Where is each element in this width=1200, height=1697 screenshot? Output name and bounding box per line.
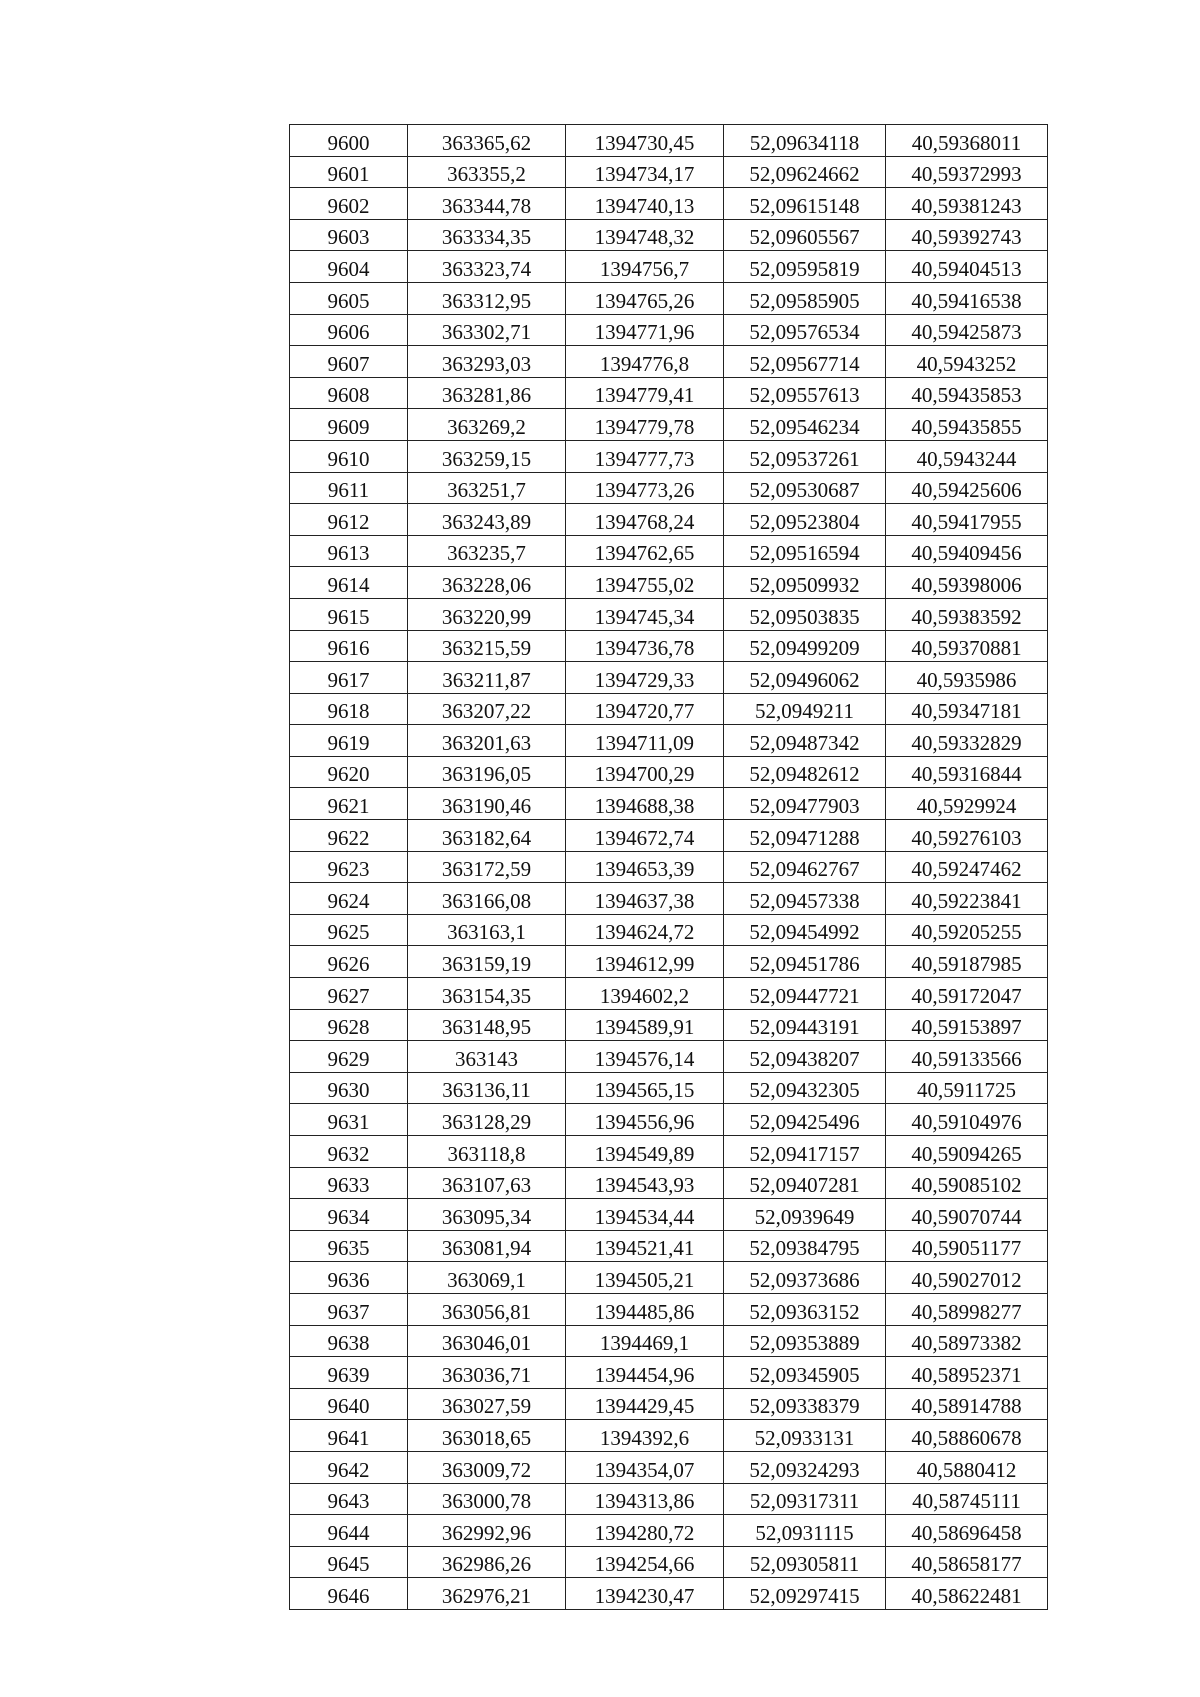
- point-number-cell: 9607: [290, 346, 408, 378]
- y-coordinate-cell: 1394589,91: [566, 1009, 724, 1041]
- latitude-cell: 52,09338379: [724, 1388, 886, 1420]
- point-number-cell: 9626: [290, 946, 408, 978]
- longitude-cell: 40,58914788: [886, 1388, 1048, 1420]
- x-coordinate-cell: 363172,59: [408, 851, 566, 883]
- table-row: [290, 314, 1048, 346]
- y-coordinate-cell: 1394543,93: [566, 1167, 724, 1199]
- y-coordinate-cell: 1394485,86: [566, 1293, 724, 1325]
- longitude-cell: 40,5929924: [886, 788, 1048, 820]
- table-row: [290, 1072, 1048, 1104]
- table-row: [290, 251, 1048, 283]
- y-coordinate-cell: 1394748,32: [566, 219, 724, 251]
- longitude-cell: 40,59368011: [886, 125, 1048, 157]
- point-number-cell: 9634: [290, 1199, 408, 1231]
- y-coordinate-cell: 1394549,89: [566, 1136, 724, 1168]
- y-coordinate-cell: 1394653,39: [566, 851, 724, 883]
- y-coordinate-cell: 1394765,26: [566, 282, 724, 314]
- latitude-cell: 52,09605567: [724, 219, 886, 251]
- longitude-cell: 40,5935986: [886, 662, 1048, 694]
- table-row: [290, 820, 1048, 852]
- point-number-cell: 9604: [290, 251, 408, 283]
- longitude-cell: 40,59372993: [886, 156, 1048, 188]
- latitude-cell: 52,09496062: [724, 662, 886, 694]
- latitude-cell: 52,09457338: [724, 883, 886, 915]
- table-row: [290, 1325, 1048, 1357]
- y-coordinate-cell: 1394392,6: [566, 1420, 724, 1452]
- x-coordinate-cell: 363036,71: [408, 1357, 566, 1389]
- longitude-cell: 40,59417955: [886, 504, 1048, 536]
- latitude-cell: 52,09624662: [724, 156, 886, 188]
- point-number-cell: 9629: [290, 1041, 408, 1073]
- x-coordinate-cell: 363228,06: [408, 567, 566, 599]
- latitude-cell: 52,0939649: [724, 1199, 886, 1231]
- longitude-cell: 40,5943252: [886, 346, 1048, 378]
- point-number-cell: 9611: [290, 472, 408, 504]
- table-row: [290, 125, 1048, 157]
- y-coordinate-cell: 1394771,96: [566, 314, 724, 346]
- point-number-cell: 9621: [290, 788, 408, 820]
- longitude-cell: 40,59205255: [886, 914, 1048, 946]
- table-row: [290, 1420, 1048, 1452]
- latitude-cell: 52,09509932: [724, 567, 886, 599]
- y-coordinate-cell: 1394745,34: [566, 598, 724, 630]
- x-coordinate-cell: 363334,35: [408, 219, 566, 251]
- latitude-cell: 52,09297415: [724, 1578, 886, 1610]
- y-coordinate-cell: 1394429,45: [566, 1388, 724, 1420]
- longitude-cell: 40,59153897: [886, 1009, 1048, 1041]
- y-coordinate-cell: 1394729,33: [566, 662, 724, 694]
- point-number-cell: 9601: [290, 156, 408, 188]
- longitude-cell: 40,59409456: [886, 535, 1048, 567]
- table-row: [290, 188, 1048, 220]
- latitude-cell: 52,09499209: [724, 630, 886, 662]
- y-coordinate-cell: 1394505,21: [566, 1262, 724, 1294]
- point-number-cell: 9646: [290, 1578, 408, 1610]
- y-coordinate-cell: 1394280,72: [566, 1515, 724, 1547]
- latitude-cell: 52,09595819: [724, 251, 886, 283]
- table-row: [290, 440, 1048, 472]
- latitude-cell: 52,09516594: [724, 535, 886, 567]
- table-row: [290, 1199, 1048, 1231]
- x-coordinate-cell: 363095,34: [408, 1199, 566, 1231]
- x-coordinate-cell: 363323,74: [408, 251, 566, 283]
- y-coordinate-cell: 1394768,24: [566, 504, 724, 536]
- x-coordinate-cell: 363128,29: [408, 1104, 566, 1136]
- x-coordinate-cell: 363235,7: [408, 535, 566, 567]
- y-coordinate-cell: 1394313,86: [566, 1483, 724, 1515]
- x-coordinate-cell: 363269,2: [408, 409, 566, 441]
- point-number-cell: 9602: [290, 188, 408, 220]
- point-number-cell: 9624: [290, 883, 408, 915]
- table-row: [290, 567, 1048, 599]
- table-row: [290, 472, 1048, 504]
- x-coordinate-cell: 363148,95: [408, 1009, 566, 1041]
- point-number-cell: 9609: [290, 409, 408, 441]
- table-row: [290, 851, 1048, 883]
- y-coordinate-cell: 1394720,77: [566, 693, 724, 725]
- x-coordinate-cell: 362992,96: [408, 1515, 566, 1547]
- longitude-cell: 40,58952371: [886, 1357, 1048, 1389]
- point-number-cell: 9636: [290, 1262, 408, 1294]
- table-row: [290, 346, 1048, 378]
- point-number-cell: 9638: [290, 1325, 408, 1357]
- point-number-cell: 9600: [290, 125, 408, 157]
- x-coordinate-cell: 363196,05: [408, 756, 566, 788]
- table-row: [290, 1167, 1048, 1199]
- y-coordinate-cell: 1394624,72: [566, 914, 724, 946]
- x-coordinate-cell: 362986,26: [408, 1546, 566, 1578]
- point-number-cell: 9642: [290, 1451, 408, 1483]
- point-number-cell: 9630: [290, 1072, 408, 1104]
- longitude-cell: 40,59425873: [886, 314, 1048, 346]
- x-coordinate-cell: 363081,94: [408, 1230, 566, 1262]
- longitude-cell: 40,59435855: [886, 409, 1048, 441]
- y-coordinate-cell: 1394776,8: [566, 346, 724, 378]
- latitude-cell: 52,09425496: [724, 1104, 886, 1136]
- latitude-cell: 52,09317311: [724, 1483, 886, 1515]
- longitude-cell: 40,59070744: [886, 1199, 1048, 1231]
- latitude-cell: 52,09546234: [724, 409, 886, 441]
- y-coordinate-cell: 1394688,38: [566, 788, 724, 820]
- x-coordinate-cell: 363143: [408, 1041, 566, 1073]
- latitude-cell: 52,09373686: [724, 1262, 886, 1294]
- y-coordinate-cell: 1394521,41: [566, 1230, 724, 1262]
- y-coordinate-cell: 1394454,96: [566, 1357, 724, 1389]
- longitude-cell: 40,59133566: [886, 1041, 1048, 1073]
- point-number-cell: 9623: [290, 851, 408, 883]
- point-number-cell: 9619: [290, 725, 408, 757]
- x-coordinate-cell: 363207,22: [408, 693, 566, 725]
- table-row: [290, 978, 1048, 1010]
- y-coordinate-cell: 1394762,65: [566, 535, 724, 567]
- table-row: [290, 1388, 1048, 1420]
- point-number-cell: 9610: [290, 440, 408, 472]
- y-coordinate-cell: 1394556,96: [566, 1104, 724, 1136]
- y-coordinate-cell: 1394576,14: [566, 1041, 724, 1073]
- point-number-cell: 9637: [290, 1293, 408, 1325]
- longitude-cell: 40,59094265: [886, 1136, 1048, 1168]
- x-coordinate-cell: 363355,2: [408, 156, 566, 188]
- point-number-cell: 9622: [290, 820, 408, 852]
- latitude-cell: 52,09451786: [724, 946, 886, 978]
- table-row: [290, 914, 1048, 946]
- latitude-cell: 52,09576534: [724, 314, 886, 346]
- x-coordinate-cell: 363259,15: [408, 440, 566, 472]
- x-coordinate-cell: 363136,11: [408, 1072, 566, 1104]
- latitude-cell: 52,09447721: [724, 978, 886, 1010]
- table-row: [290, 504, 1048, 536]
- y-coordinate-cell: 1394740,13: [566, 188, 724, 220]
- longitude-cell: 40,59187985: [886, 946, 1048, 978]
- y-coordinate-cell: 1394779,41: [566, 377, 724, 409]
- point-number-cell: 9633: [290, 1167, 408, 1199]
- x-coordinate-cell: 363166,08: [408, 883, 566, 915]
- point-number-cell: 9618: [290, 693, 408, 725]
- longitude-cell: 40,59276103: [886, 820, 1048, 852]
- point-number-cell: 9625: [290, 914, 408, 946]
- longitude-cell: 40,59404513: [886, 251, 1048, 283]
- y-coordinate-cell: 1394612,99: [566, 946, 724, 978]
- table-row: [290, 946, 1048, 978]
- table-row: [290, 693, 1048, 725]
- latitude-cell: 52,09345905: [724, 1357, 886, 1389]
- x-coordinate-cell: 363302,71: [408, 314, 566, 346]
- table-row: [290, 883, 1048, 915]
- table-row: [290, 1578, 1048, 1610]
- point-number-cell: 9639: [290, 1357, 408, 1389]
- y-coordinate-cell: 1394756,7: [566, 251, 724, 283]
- x-coordinate-cell: 363293,03: [408, 346, 566, 378]
- point-number-cell: 9620: [290, 756, 408, 788]
- latitude-cell: 52,0933131: [724, 1420, 886, 1452]
- longitude-cell: 40,59425606: [886, 472, 1048, 504]
- longitude-cell: 40,59104976: [886, 1104, 1048, 1136]
- x-coordinate-cell: 363251,7: [408, 472, 566, 504]
- longitude-cell: 40,58696458: [886, 1515, 1048, 1547]
- x-coordinate-cell: 363211,87: [408, 662, 566, 694]
- x-coordinate-cell: 363159,19: [408, 946, 566, 978]
- x-coordinate-cell: 363220,99: [408, 598, 566, 630]
- y-coordinate-cell: 1394254,66: [566, 1546, 724, 1578]
- table-row: [290, 756, 1048, 788]
- latitude-cell: 52,09462767: [724, 851, 886, 883]
- latitude-cell: 52,09384795: [724, 1230, 886, 1262]
- x-coordinate-cell: 363154,35: [408, 978, 566, 1010]
- latitude-cell: 52,09438207: [724, 1041, 886, 1073]
- longitude-cell: 40,59381243: [886, 188, 1048, 220]
- point-number-cell: 9603: [290, 219, 408, 251]
- point-number-cell: 9643: [290, 1483, 408, 1515]
- x-coordinate-cell: 363281,86: [408, 377, 566, 409]
- y-coordinate-cell: 1394672,74: [566, 820, 724, 852]
- longitude-cell: 40,59172047: [886, 978, 1048, 1010]
- longitude-cell: 40,59392743: [886, 219, 1048, 251]
- longitude-cell: 40,58860678: [886, 1420, 1048, 1452]
- point-number-cell: 9627: [290, 978, 408, 1010]
- point-number-cell: 9605: [290, 282, 408, 314]
- latitude-cell: 52,09454992: [724, 914, 886, 946]
- table-row: [290, 1515, 1048, 1547]
- x-coordinate-cell: 363056,81: [408, 1293, 566, 1325]
- x-coordinate-cell: 363312,95: [408, 282, 566, 314]
- longitude-cell: 40,59316844: [886, 756, 1048, 788]
- table-row: [290, 156, 1048, 188]
- x-coordinate-cell: 363182,64: [408, 820, 566, 852]
- table-row: [290, 788, 1048, 820]
- x-coordinate-cell: 362976,21: [408, 1578, 566, 1610]
- x-coordinate-cell: 363201,63: [408, 725, 566, 757]
- table-row: [290, 662, 1048, 694]
- table-row: [290, 1262, 1048, 1294]
- table-row: [290, 377, 1048, 409]
- point-number-cell: 9612: [290, 504, 408, 536]
- y-coordinate-cell: 1394534,44: [566, 1199, 724, 1231]
- point-number-cell: 9608: [290, 377, 408, 409]
- y-coordinate-cell: 1394779,78: [566, 409, 724, 441]
- latitude-cell: 52,09363152: [724, 1293, 886, 1325]
- table-row: [290, 1546, 1048, 1578]
- point-number-cell: 9645: [290, 1546, 408, 1578]
- x-coordinate-cell: 363118,8: [408, 1136, 566, 1168]
- coordinates-table-body: [290, 125, 1048, 1610]
- y-coordinate-cell: 1394730,45: [566, 125, 724, 157]
- table-row: [290, 1136, 1048, 1168]
- point-number-cell: 9644: [290, 1515, 408, 1547]
- longitude-cell: 40,59416538: [886, 282, 1048, 314]
- x-coordinate-cell: 363365,62: [408, 125, 566, 157]
- y-coordinate-cell: 1394777,73: [566, 440, 724, 472]
- longitude-cell: 40,58998277: [886, 1293, 1048, 1325]
- y-coordinate-cell: 1394734,17: [566, 156, 724, 188]
- latitude-cell: 52,09471288: [724, 820, 886, 852]
- latitude-cell: 52,09585905: [724, 282, 886, 314]
- y-coordinate-cell: 1394700,29: [566, 756, 724, 788]
- table-row: [290, 1009, 1048, 1041]
- latitude-cell: 52,09537261: [724, 440, 886, 472]
- y-coordinate-cell: 1394711,09: [566, 725, 724, 757]
- latitude-cell: 52,09353889: [724, 1325, 886, 1357]
- latitude-cell: 52,09482612: [724, 756, 886, 788]
- point-number-cell: 9615: [290, 598, 408, 630]
- y-coordinate-cell: 1394565,15: [566, 1072, 724, 1104]
- point-number-cell: 9616: [290, 630, 408, 662]
- point-number-cell: 9635: [290, 1230, 408, 1262]
- y-coordinate-cell: 1394736,78: [566, 630, 724, 662]
- y-coordinate-cell: 1394755,02: [566, 567, 724, 599]
- point-number-cell: 9641: [290, 1420, 408, 1452]
- point-number-cell: 9606: [290, 314, 408, 346]
- latitude-cell: 52,09567714: [724, 346, 886, 378]
- table-row: [290, 1104, 1048, 1136]
- table-row: [290, 1357, 1048, 1389]
- latitude-cell: 52,09324293: [724, 1451, 886, 1483]
- longitude-cell: 40,59398006: [886, 567, 1048, 599]
- latitude-cell: 52,09477903: [724, 788, 886, 820]
- latitude-cell: 52,09523804: [724, 504, 886, 536]
- x-coordinate-cell: 363046,01: [408, 1325, 566, 1357]
- longitude-cell: 40,59383592: [886, 598, 1048, 630]
- x-coordinate-cell: 363344,78: [408, 188, 566, 220]
- x-coordinate-cell: 363018,65: [408, 1420, 566, 1452]
- latitude-cell: 52,0931115: [724, 1515, 886, 1547]
- x-coordinate-cell: 363215,59: [408, 630, 566, 662]
- point-number-cell: 9613: [290, 535, 408, 567]
- point-number-cell: 9628: [290, 1009, 408, 1041]
- x-coordinate-cell: 363243,89: [408, 504, 566, 536]
- longitude-cell: 40,5911725: [886, 1072, 1048, 1104]
- y-coordinate-cell: 1394773,26: [566, 472, 724, 504]
- latitude-cell: 52,09432305: [724, 1072, 886, 1104]
- x-coordinate-cell: 363190,46: [408, 788, 566, 820]
- longitude-cell: 40,5943244: [886, 440, 1048, 472]
- x-coordinate-cell: 363027,59: [408, 1388, 566, 1420]
- latitude-cell: 52,09305811: [724, 1546, 886, 1578]
- longitude-cell: 40,59332829: [886, 725, 1048, 757]
- latitude-cell: 52,09557613: [724, 377, 886, 409]
- longitude-cell: 40,59051177: [886, 1230, 1048, 1262]
- longitude-cell: 40,59085102: [886, 1167, 1048, 1199]
- table-row: [290, 1230, 1048, 1262]
- point-number-cell: 9640: [290, 1388, 408, 1420]
- table-row: [290, 1483, 1048, 1515]
- y-coordinate-cell: 1394354,07: [566, 1451, 724, 1483]
- table-row: [290, 535, 1048, 567]
- table-row: [290, 1041, 1048, 1073]
- longitude-cell: 40,59247462: [886, 851, 1048, 883]
- table-row: [290, 282, 1048, 314]
- point-number-cell: 9631: [290, 1104, 408, 1136]
- table-row: [290, 598, 1048, 630]
- table-row: [290, 409, 1048, 441]
- table-row: [290, 725, 1048, 757]
- y-coordinate-cell: 1394637,38: [566, 883, 724, 915]
- longitude-cell: 40,59347181: [886, 693, 1048, 725]
- y-coordinate-cell: 1394602,2: [566, 978, 724, 1010]
- latitude-cell: 52,09443191: [724, 1009, 886, 1041]
- y-coordinate-cell: 1394230,47: [566, 1578, 724, 1610]
- x-coordinate-cell: 363069,1: [408, 1262, 566, 1294]
- point-number-cell: 9614: [290, 567, 408, 599]
- longitude-cell: 40,59223841: [886, 883, 1048, 915]
- latitude-cell: 52,09634118: [724, 125, 886, 157]
- longitude-cell: 40,59027012: [886, 1262, 1048, 1294]
- table-row: [290, 1451, 1048, 1483]
- coordinates-table: [289, 124, 1048, 1610]
- table-row: [290, 1293, 1048, 1325]
- longitude-cell: 40,58622481: [886, 1578, 1048, 1610]
- latitude-cell: 52,09503835: [724, 598, 886, 630]
- latitude-cell: 52,09417157: [724, 1136, 886, 1168]
- latitude-cell: 52,09615148: [724, 188, 886, 220]
- point-number-cell: 9617: [290, 662, 408, 694]
- x-coordinate-cell: 363163,1: [408, 914, 566, 946]
- latitude-cell: 52,09487342: [724, 725, 886, 757]
- latitude-cell: 52,09530687: [724, 472, 886, 504]
- latitude-cell: 52,09407281: [724, 1167, 886, 1199]
- x-coordinate-cell: 363107,63: [408, 1167, 566, 1199]
- latitude-cell: 52,0949211: [724, 693, 886, 725]
- longitude-cell: 40,58973382: [886, 1325, 1048, 1357]
- x-coordinate-cell: 363009,72: [408, 1451, 566, 1483]
- longitude-cell: 40,59435853: [886, 377, 1048, 409]
- table-row: [290, 630, 1048, 662]
- y-coordinate-cell: 1394469,1: [566, 1325, 724, 1357]
- longitude-cell: 40,58658177: [886, 1546, 1048, 1578]
- longitude-cell: 40,5880412: [886, 1451, 1048, 1483]
- longitude-cell: 40,59370881: [886, 630, 1048, 662]
- point-number-cell: 9632: [290, 1136, 408, 1168]
- x-coordinate-cell: 363000,78: [408, 1483, 566, 1515]
- longitude-cell: 40,58745111: [886, 1483, 1048, 1515]
- table-row: [290, 219, 1048, 251]
